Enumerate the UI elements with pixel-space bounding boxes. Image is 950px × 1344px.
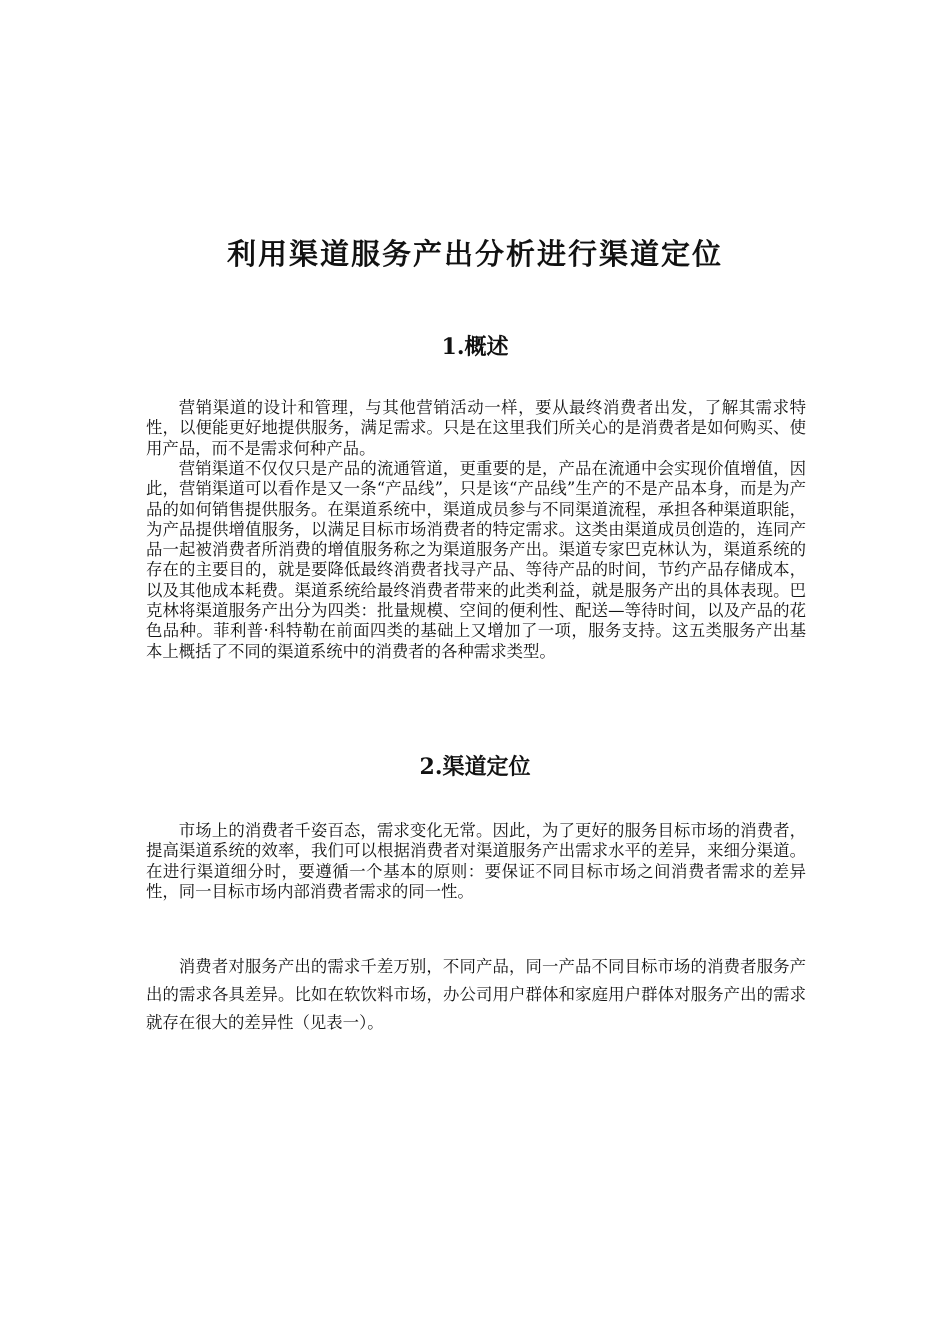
positioning-paragraph-1: 市场上的消费者千姿百态，需求变化无常。因此，为了更好的服务目标市场的消费者，提高渠道系统的效率，我们可以根据消费者对渠道服务产出需求水平的差异，来细分渠道。在进行渠道细分时，要遵循一个基本的原则：要保证不同目标市场之间消费者需求的差异性，同一目标市场内部消费者需求的同一性。 [146,821,806,901]
section-heading-channel-positioning: 2.渠道定位 [419,754,531,780]
document-title: 利用渠道服务产出分析进行渠道定位 [226,237,723,271]
overview-paragraph-2: 营销渠道不仅仅只是产品的流通管道，更重要的是，产品在流通中会实现价值增值，因此，营销渠道可以看作是又一条“产品线”，只是该“产品线”生产的不是产品本身，而是为产品的如何销售提供服务。在渠道系统中，渠道成员参与不同渠道流程，承担各种渠道职能，为产品提供增值服务，以满足目标市场消费者的特定需求。这类由渠道成员创造的，连同产品一起被消费者所消费的增值服务称之为渠道服务产出。渠道专家巴克林认为，渠道系统的存在的主要目的，就是要降低最终消费者找寻产品、等待产品的时间，节约产品存储成本，以及其他成本耗费。渠道系统给最终消费者带来的此类利益，就是服务产出的具体表现。巴克林将渠道服务产出分为四类：批量规模、空间的便利性、配送—等待时间，以及产品的花色品种。菲利普·科特勒在前面四类的基础上又增加了一项，服务支持。这五类服务产出基本上概括了不同的渠道系统中的消费者的各种需求类型。 [146,459,806,661]
section-heading-overview: 1.概述 [441,334,509,360]
positioning-paragraph-2: 消费者对服务产出的需求千差万别，不同产品，同一产品不同目标市场的消费者服务产出的需求各具差异。比如在软饮料市场，办公司用户群体和家庭用户群体对服务产出的需求就存在很大的差异性（见表一）。 [146,957,806,1032]
overview-paragraph-1: 营销渠道的设计和管理，与其他营销活动一样，要从最终消费者出发，了解其需求特性，以便能更好地提供服务，满足需求。只是在这里我们所关心的是消费者是如何购买、使用产品，而不是需求何种产品。 [146,398,806,458]
